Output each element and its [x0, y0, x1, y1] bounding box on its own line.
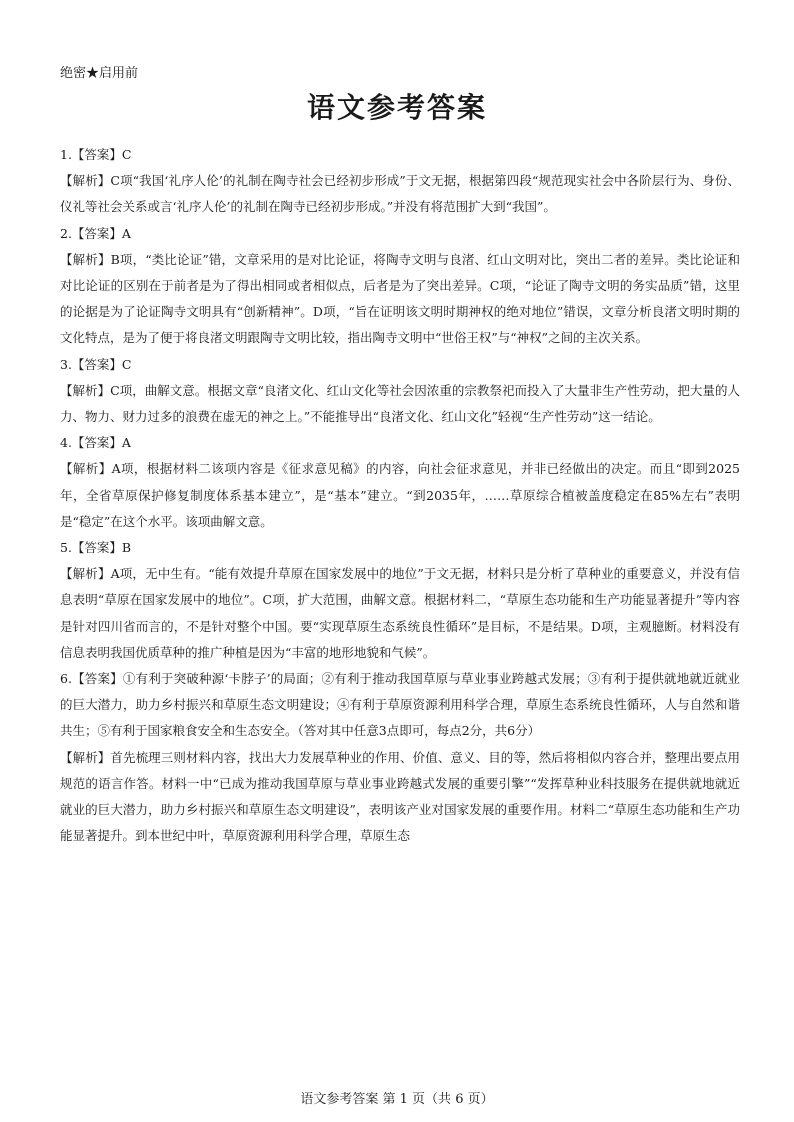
page-title: 语文参考答案 — [306, 91, 487, 124]
answer-3-analysis: 【解析】C项，曲解文意。根据文章“良渚文化、红山文化等社会因浓重的宗教祭祀而投入了大量非生产性劳动，把大量的人力、物力、财力过多的浪费在虚无的神之上。”不能推导出“良渚文化、红山文化”轻视“生产性劳动”这一结论。 — [60, 382, 740, 425]
answer-5-heading: 5.【答案】B — [60, 540, 132, 556]
page-footer: 语文参考答案 第 1 页（共 6 页） — [300, 1092, 494, 1107]
answer-5-analysis: 【解析】A项，无中生有。“能有效提升草原在国家发展中的地位”于文无据，材料只是分析了草种业的重要意义，并没有信息表明“草原在国家发展中的地位”。C项，扩大范围，曲解文意。根据材料二，“草原生态功能和生产功能显著提升”等内容是针对四川省而言的，不是针对整个中国。要“实现草原生态系统良性循环”是目标，不是结果。D项，主观臆断。材料没有信息表明我国优质草种的推广种植是因为“丰富的地形地貌和气候”。 — [60, 566, 740, 660]
answer-content — [60, 142, 740, 849]
answer-6-analysis: 【解析】首先梳理三则材料内容，找出大力发展草种业的作用、价值、意义、目的等，然后将相似内容合并，整理出要点用规范的语言作答。材料一中“已成为推动我国草原与草业事业跨越式发展的重要引擎”“发挥草种业科技服务在提供就地就近就业的巨大潜力，助力乡村振兴和草原生态文明建设”，表明该产业对国家发展的重要作用。材料二“草原生态功能和生产功能显著提升。到本世纪中叶，草原资源利用科学合理，草原生态 — [60, 749, 740, 844]
answer-1-heading: 1.【答案】C — [60, 147, 132, 162]
answer-4-heading: 4.【答案】A — [60, 435, 131, 451]
answer-2-heading: 2.【答案】A — [60, 225, 131, 241]
answer-3-heading: 3.【答案】C — [60, 356, 132, 372]
confidential-mark: 绝密★启用前 — [60, 66, 139, 81]
answer-4-analysis: 【解析】A项，根据材料二该项内容是《征求意见稿》的内容，向社会征求意见，并非已经做出的决定。而且“即到2025年，全省草原保护修复制度体系基本建立”，是“基本”建立。“到2035年，……草原综合植被盖度稳定在85%左右”表明是“稳定”在这个水平。该项曲解文意。 — [60, 461, 740, 529]
answer-6-heading: 6.【答案】①有利于突破种源‘卡脖子’的局面；②有利于推动我国草原与草业事业跨越式发展；③有利于提供就地就近就业的巨大潜力，助力乡村振兴和草原生态文明建设；④有利于草原资源利用科学合理，草原生态系统良性循环，人与自然和谐共生；⑤有利于国家粮食安全和生态安全。（答对其中任意3点即可，每点2分，共6分） — [60, 671, 740, 739]
answer-1-analysis: 【解析】C项“我国‘礼序人伦’的礼制在陶寺社会已经初步形成”于文无据，根据第四段“规范现实社会中各阶层行为、身份、仪礼等社会关系或言‘礼序人伦’的礼制在陶寺已经初步形成。”并没有将范围扩大到“我国”。 — [60, 173, 740, 215]
answer-2-analysis: 【解析】B项，“类比论证”错，文章采用的是对比论证，将陶寺文明与良渚、红山文明对比，突出二者的差异。类比论证和对比论证的区别在于前者是为了得出相同或者相似点，后者是为了突出差异。C项，“论证了陶寺文明的务实品质”错，这里的论据是为了论证陶寺文明具有“创新精神”。D项，“旨在证明该文明时期神权的绝对地位”错误，文章分析良渚文明时期的文化特点，是为了便于将良渚文明跟陶寺文明比较，指出陶寺文明中“世俗王权”与“神权”之间的主次关系。 — [60, 251, 740, 346]
